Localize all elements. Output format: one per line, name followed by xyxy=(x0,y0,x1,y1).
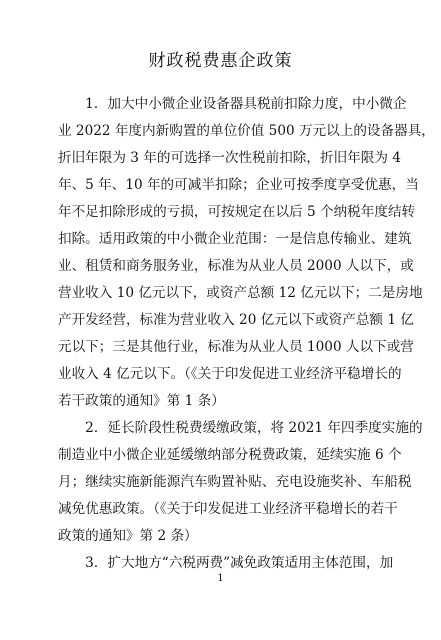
body-line: 扣除。适用政策的中小微企业范围：一是信息传输业、建筑 xyxy=(58,231,412,247)
body-line: 2．延长阶段性税费缓缴政策，将 2021 年四季度实施的 xyxy=(58,420,423,436)
document-title: 财政税费惠企政策 xyxy=(148,51,293,71)
body-line: 减免优惠政策。（《关于印发促进工业经济平稳增长的若干 xyxy=(58,501,398,517)
page-number: 1 xyxy=(217,573,224,584)
body-line: 月；继续实施新能源汽车购置补贴、充电设施奖补、车船税 xyxy=(58,474,412,490)
body-line: 年不足扣除形成的亏损，可按规定在以后 5 个纳税年度结转 xyxy=(58,204,416,220)
body-line: 折旧年限为 3 年的可选择一次性税前扣除，折旧年限为 4 xyxy=(58,150,401,166)
body-line: 业 2022 年度内新购置的单位价值 500 万元以上的设备器具， xyxy=(58,123,435,139)
body-line: 3．扩大地方“六税两费”减免政策适用主体范围，加 xyxy=(58,555,394,571)
body-line: 业、租赁和商务服务业，标准为从业人员 2000 人以下，或 xyxy=(58,258,414,274)
body-line: 制造业中小微企业延缓缴纳部分税费政策，延续实施 6 个 xyxy=(58,447,402,463)
body-line: 若干政策的通知》第 1 条） xyxy=(58,393,225,409)
body-line: 年、5 年、10 年的可减半扣除；企业可按季度享受优惠，当 xyxy=(58,177,419,193)
body-line: 1．加大中小微企业设备器具税前扣除力度，中小微企 xyxy=(58,96,407,112)
body-line: 政策的通知》第 2 条） xyxy=(58,528,198,544)
body-line: 营业收入 10 亿元以下，或资产总额 12 亿元以下；二是房地 xyxy=(58,285,423,301)
body-line: 业收入 4 亿元以下。（《关于印发促进工业经济平稳增长的 xyxy=(58,366,402,382)
body-line: 元以下；三是其他行业，标准为从业人员 1000 人以下或营 xyxy=(58,339,414,355)
body-line: 产开发经营，标准为营业收入 20 亿元以下或资产总额 1 亿 xyxy=(58,312,414,328)
